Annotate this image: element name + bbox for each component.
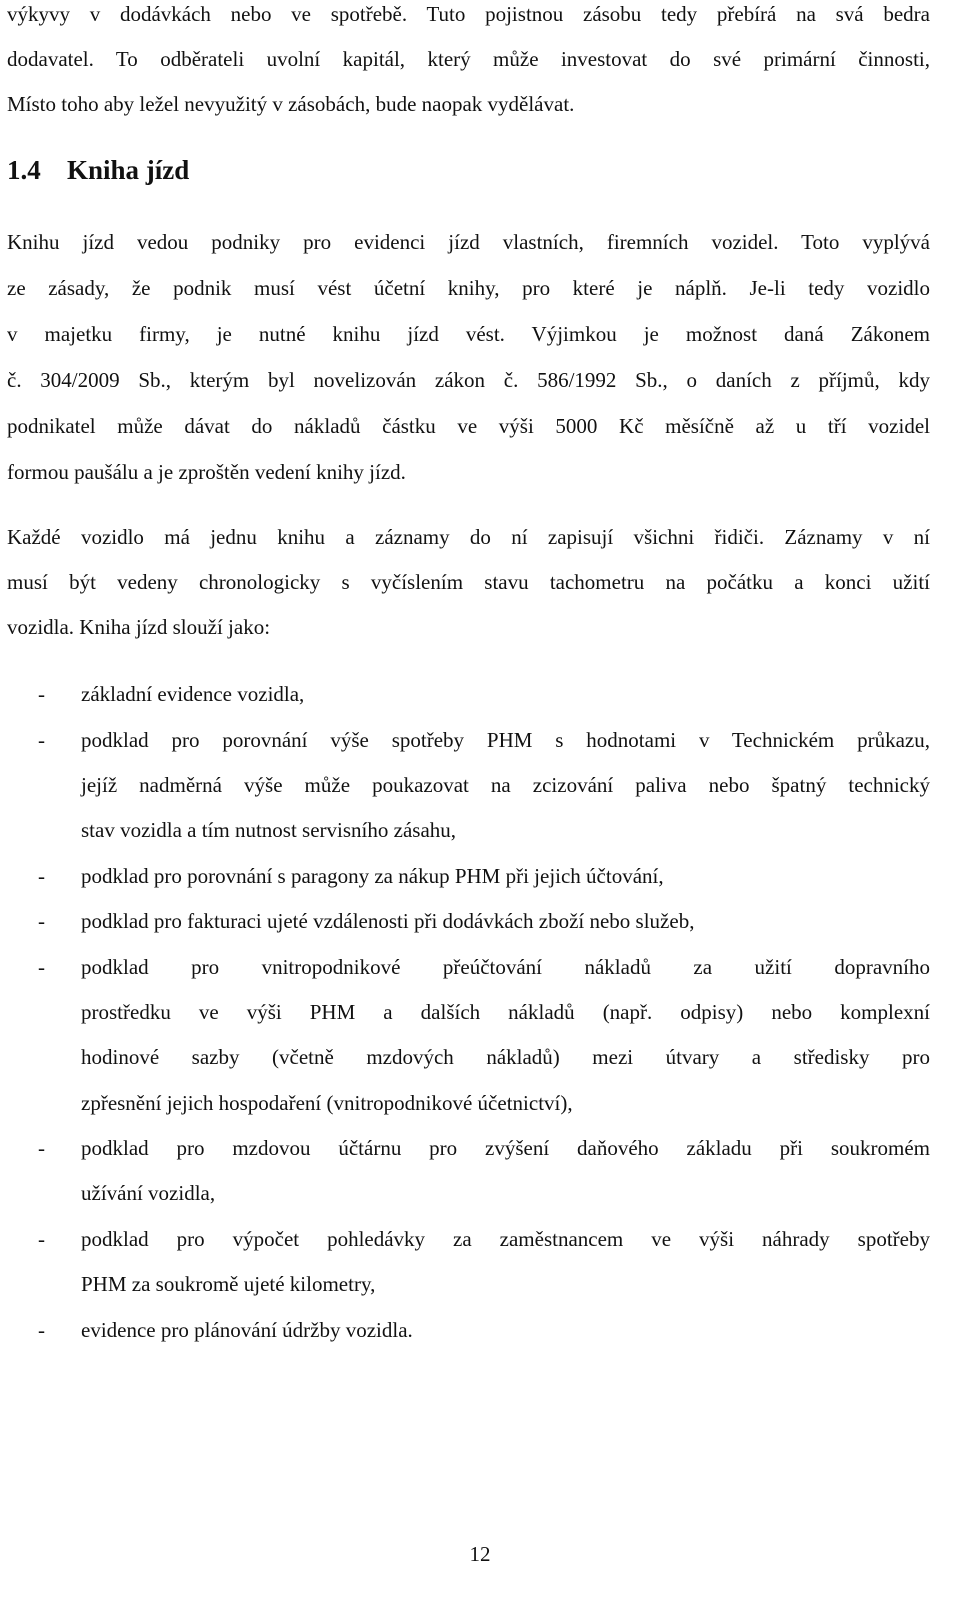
text-line: podklad pro vnitropodnikové přeúčtování nákladů za užití dopravního [81,955,930,979]
text-line: v majetku firmy, je nutné knihu jízd vést. Výjimkou je možnost daná Zákonem [7,322,930,346]
text-line: zpřesnění jejich hospodaření (vnitropodnikové účetnictví), [81,1091,573,1115]
text-line: podklad pro mzdovou účtárnu pro zvýšení daňového základu při soukromém [81,1136,930,1160]
list-bullet: - [38,682,45,706]
section-heading [7,152,189,188]
text-line: formou paušálu a je zproštěn vedení knihy jízd. [7,460,406,484]
text-line: hodinové sazby (včetně mzdových nákladů) mezi útvary a středisky pro [81,1045,930,1069]
list-bullet: - [38,1318,45,1342]
text-line: Místo toho aby ležel nevyužitý v zásobách, bude naopak vydělávat. [7,92,575,116]
text-line: podnikatel může dávat do nákladů částku ve výši 5000 Kč měsíčně až u tří vozidel [7,414,930,438]
section-number: 1.4 [7,155,41,185]
section-title: Kniha jízd [67,155,190,185]
text-line: č. 304/2009 Sb., kterým byl novelizován zákon č. 586/1992 Sb., o daních z příjmů, kdy [7,368,930,392]
text-line: Každé vozidlo má jednu knihu a záznamy do ní zapisují všichni řidiči. Záznamy v ní [7,525,930,549]
text-line: prostředku ve výši PHM a dalších nákladů (např. odpisy) nebo komplexní [81,1000,930,1024]
text-line: podklad pro porovnání výše spotřeby PHM s hodnotami v Technickém průkazu, [81,728,930,752]
text-line: podklad pro výpočet pohledávky za zaměstnancem ve výši náhrady spotřeby [81,1227,930,1251]
list-bullet: - [38,864,45,888]
text-line: evidence pro plánování údržby vozidla. [81,1318,413,1342]
text-line: ze zásady, že podnik musí vést účetní knihy, pro které je náplň. Je-li tedy vozidlo [7,276,930,300]
text-line: podklad pro porovnání s paragony za nákup PHM při jejich účtování, [81,864,664,888]
list-bullet: - [38,955,45,979]
text-line: musí být vedeny chronologicky s vyčíslením stavu tachometru na počátku a konci užití [7,570,930,594]
text-line: dodavatel. To odběrateli uvolní kapitál, který může investovat do své primární činnosti, [7,47,930,71]
text-line: výkyvy v dodávkách nebo ve spotřebě. Tuto pojistnou zásobu tedy přebírá na svá bedra [7,2,930,26]
list-bullet: - [38,1136,45,1160]
text-line: jejíž nadměrná výše může poukazovat na zcizování paliva nebo špatný technický [81,773,930,797]
text-line: podklad pro fakturaci ujeté vzdálenosti při dodávkách zboží nebo služeb, [81,909,695,933]
text-line: PHM za soukromě ujeté kilometry, [81,1272,376,1296]
list-bullet: - [38,728,45,752]
list-bullet: - [38,909,45,933]
list-bullet: - [38,1227,45,1251]
text-line: základní evidence vozidla, [81,682,305,706]
text-line: stav vozidla a tím nutnost servisního zásahu, [81,818,457,842]
text-line: užívání vozidla, [81,1181,216,1205]
text-line: Knihu jízd vedou podniky pro evidenci jízd vlastních, firemních vozidel. Toto vyplývá [7,230,930,254]
text-line: vozidla. Kniha jízd slouží jako: [7,615,271,639]
page-number: 12 [469,1542,491,1566]
